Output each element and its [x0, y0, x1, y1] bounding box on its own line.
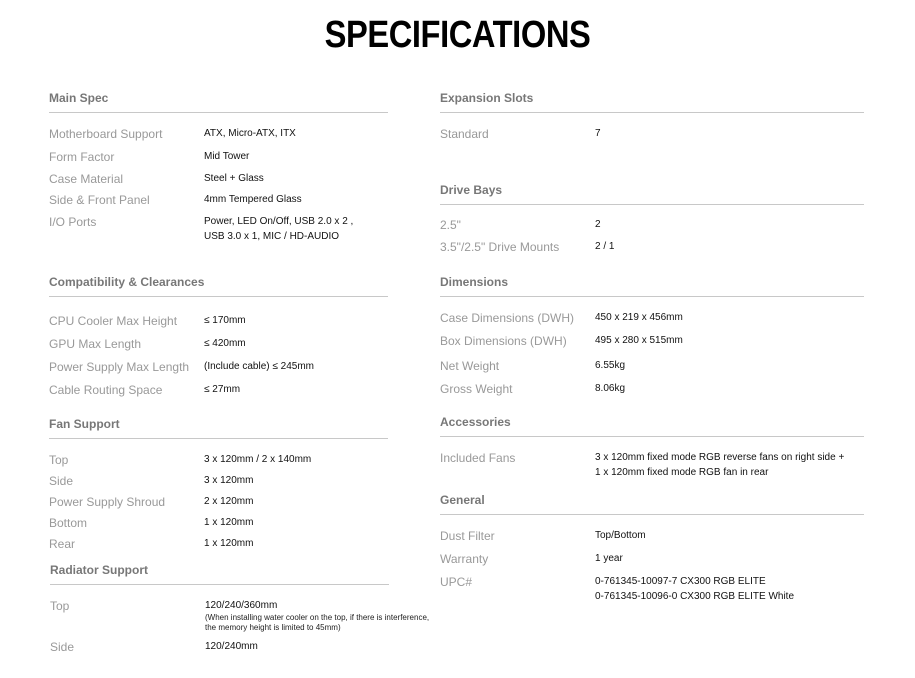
- spec-value-line: 3 x 120mm / 2 x 140mm: [204, 454, 312, 465]
- section-heading: Drive Bays: [440, 183, 864, 205]
- spec-value-line: Power, LED On/Off, USB 2.0 x 2 ,: [204, 216, 354, 227]
- spec-value: [595, 450, 844, 480]
- spec-value: [204, 536, 253, 551]
- spec-value-line: 8.06kg: [595, 383, 626, 394]
- spec-label: CPU Cooler Max Height: [49, 314, 178, 328]
- spec-label: Standard: [440, 127, 489, 141]
- spec-label: Case Dimensions (DWH): [440, 311, 575, 325]
- general-section: [440, 493, 864, 602]
- spec-value-line: 7: [595, 128, 601, 139]
- spec-label: Cable Routing Space: [49, 383, 163, 397]
- spec-value: [204, 494, 253, 509]
- spec-value-line: (Include cable) ≤ 245mm: [204, 361, 314, 372]
- spec-value-line: Top/Bottom: [595, 530, 646, 541]
- spec-label: Power Supply Shroud: [49, 495, 166, 509]
- spec-label: Warranty: [440, 552, 489, 566]
- spec-value: [204, 126, 296, 141]
- spec-value-line: 120/240mm: [205, 641, 258, 652]
- dimensions-section: [440, 275, 864, 396]
- spec-value-line: Mid Tower: [204, 151, 250, 162]
- spec-value-line: ≤ 170mm: [204, 315, 246, 326]
- spec-value-line: 1 x 120mm: [204, 538, 254, 549]
- spec-label: Motherboard Support: [49, 127, 163, 141]
- spec-value-line: 1 year: [595, 553, 623, 564]
- spec-value: [204, 515, 253, 530]
- spec-value: [595, 239, 614, 254]
- spec-value-line: 2 x 120mm: [204, 496, 254, 507]
- spec-value: [204, 452, 311, 467]
- spec-value-line: 6.55kg: [595, 360, 626, 371]
- compatibility-section: [49, 275, 388, 397]
- spec-value: [204, 214, 353, 244]
- section-heading: Radiator Support: [50, 563, 389, 585]
- spec-label: UPC#: [440, 575, 473, 589]
- spec-note-line: (When installing water cooler on the top, if there is interference,: [205, 613, 430, 622]
- spec-label: Side: [50, 640, 75, 654]
- fan-support-section: [49, 417, 388, 551]
- spec-value-line: 2: [595, 219, 601, 230]
- spec-label: Power Supply Max Length: [49, 360, 190, 374]
- spec-value: [595, 381, 625, 396]
- spec-label: Box Dimensions (DWH): [440, 334, 567, 348]
- spec-label: Side & Front Panel: [49, 193, 150, 207]
- spec-value-line: ATX, Micro-ATX, ITX: [204, 128, 296, 139]
- spec-value: [595, 333, 683, 348]
- spec-value: [595, 217, 601, 232]
- spec-value-line: 4mm Tempered Glass: [204, 194, 302, 205]
- spec-value: [204, 171, 264, 186]
- spec-value-line: 3 x 120mm fixed mode RGB reverse fans on right side +: [595, 452, 845, 463]
- spec-label: GPU Max Length: [49, 337, 142, 351]
- spec-value-line: 3 x 120mm: [204, 475, 254, 486]
- accessories-section: [440, 415, 864, 478]
- section-heading: Dimensions: [440, 275, 864, 297]
- spec-value: [205, 639, 258, 654]
- spec-value: [595, 528, 646, 543]
- spec-value: [204, 473, 253, 488]
- page-title: SPECIFICATIONS: [324, 14, 591, 56]
- expansion-slots-section: [440, 91, 864, 141]
- spec-value-line: Steel + Glass: [204, 173, 264, 184]
- spec-value-line: 0-761345-10096-0 CX300 RGB ELITE White: [595, 591, 794, 602]
- spec-value-line: ≤ 420mm: [204, 338, 246, 349]
- spec-value: [204, 192, 302, 207]
- section-heading: Compatibility & Clearances: [49, 275, 388, 297]
- spec-value-line: 495 x 280 x 515mm: [595, 335, 683, 346]
- section-heading: Expansion Slots: [440, 91, 864, 113]
- spec-value-line: 2 / 1: [595, 241, 615, 252]
- spec-value: [595, 310, 683, 325]
- spec-label: Bottom: [49, 516, 88, 530]
- spec-label: Rear: [49, 537, 76, 551]
- spec-label: I/O Ports: [49, 215, 97, 229]
- spec-value-line: 450 x 219 x 456mm: [595, 312, 683, 323]
- spec-value: [204, 313, 246, 328]
- spec-value: [595, 358, 625, 373]
- spec-label: Side: [49, 474, 74, 488]
- spec-label: Included Fans: [440, 451, 516, 465]
- spec-label: Top: [49, 453, 69, 467]
- radiator-support-section: [50, 563, 430, 654]
- spec-value-line: 1 x 120mm fixed mode RGB fan in rear: [595, 467, 769, 478]
- spec-value-line: USB 3.0 x 1, MIC / HD-AUDIO: [204, 231, 340, 242]
- spec-note-line: the memory height is limited to 45mm): [205, 623, 341, 632]
- section-heading: Main Spec: [49, 91, 388, 113]
- spec-label: Net Weight: [440, 359, 500, 373]
- section-heading: General: [440, 493, 864, 515]
- spec-value: [204, 149, 249, 164]
- spec-value: [205, 598, 429, 633]
- spec-value-line: 1 x 120mm: [204, 517, 254, 528]
- section-heading: Fan Support: [49, 417, 388, 439]
- spec-label: Dust Filter: [440, 529, 495, 543]
- main-spec-section: [49, 91, 388, 242]
- spec-label: Case Material: [49, 172, 124, 186]
- spec-value: [204, 382, 240, 397]
- spec-value-line: 0-761345-10097-7 CX300 RGB ELITE: [595, 576, 766, 587]
- spec-value-line: ≤ 27mm: [204, 384, 241, 395]
- spec-value: [204, 336, 246, 351]
- spec-value: [204, 359, 314, 374]
- drive-bays-section: [440, 183, 864, 254]
- spec-value: [595, 551, 623, 566]
- spec-label: Gross Weight: [440, 382, 513, 396]
- spec-value: [595, 126, 601, 141]
- spec-value: [595, 574, 794, 604]
- spec-label: 3.5"/2.5" Drive Mounts: [440, 240, 560, 254]
- spec-label: 2.5": [440, 218, 461, 232]
- spec-value-line: 120/240/360mm: [205, 600, 278, 611]
- spec-label: Form Factor: [49, 150, 115, 164]
- spec-label: Top: [50, 599, 70, 613]
- section-heading: Accessories: [440, 415, 864, 437]
